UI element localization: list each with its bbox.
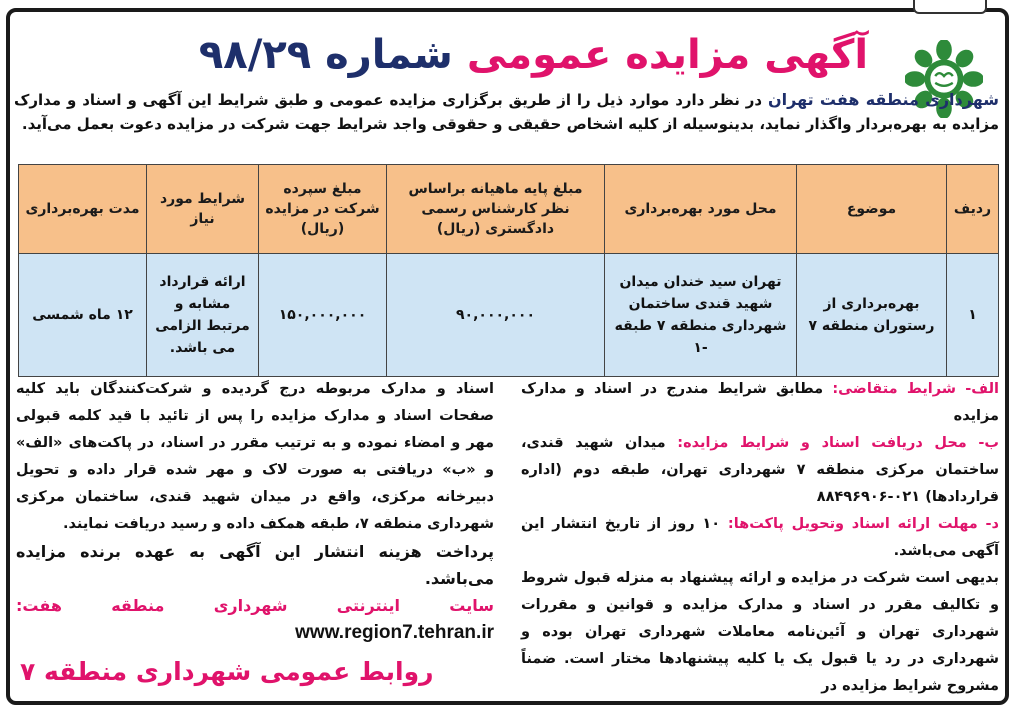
ad-title — [170, 30, 897, 80]
cell-deposit: ۱۵۰,۰۰۰,۰۰۰ — [259, 254, 387, 377]
header-deposit: مبلغ سپرده شرکت در مزایده (ریال) — [259, 165, 387, 254]
condition-a-text: مطابق شرایط مندرج در اسناد و مدارک مزایده — [521, 381, 999, 424]
condition-b-text: میدان شهید قندی، ساختمان مرکزی منطقه ۷ شهرداری تهران، طبقه دوم (اداره قراردادها) ۰۲۱-۸۸۴۹۶۹۰۶ — [521, 435, 1000, 505]
auction-table — [18, 164, 999, 377]
header-requirements: شرایط مورد نیاز — [147, 165, 259, 254]
header-base-price: مبلغ پایه ماهیانه براساس نظر کارشناس رسمی دادگستری (ریال) — [387, 165, 605, 254]
payment-note: پرداخت هزینه انتشار این آگهی به عهده برنده مزایده می‌باشد. — [16, 542, 494, 588]
intro-paragraph — [14, 88, 999, 136]
corner-tab — [913, 0, 987, 14]
condition-b-label: ب- محل دریافت اسناد و شرایط مزایده: — [677, 435, 1000, 451]
condition-d-text: ۱۰ روز از تاریخ انتشار این آگهی می‌باشد. — [521, 516, 999, 559]
header-duration: مدت بهره‌برداری — [19, 165, 147, 254]
title-number: شماره ۹۸/۲۹ — [198, 32, 453, 78]
cell-requirements: ارائه قرارداد مشابه و مرتبط الزامی می باشد. — [147, 254, 259, 377]
cell-location: تهران سید خندان میدان شهید قندی ساختمان شهرداری منطقه ۷ طبقه -۱ — [605, 254, 797, 377]
condition-d — [521, 511, 999, 565]
cell-base-price: ۹۰,۰۰۰,۰۰۰ — [387, 254, 605, 377]
intro-text: در نظر دارد موارد ذیل را از طریق برگزاری مزایده عمومی و طبق شرایط این آگهی و اسناد و مدارک مزایده به بهره‌بردار واگذار نماید، بدینوسیله از کلیه اشخاص حقیقی و حقوقی واجد شرایط جهت شرکت در مزایده دعوت بعمل می‌آید. — [14, 91, 999, 133]
table-row — [19, 254, 999, 377]
condition-d-label: د- مهلت ارائه اسناد وتحویل پاکت‌ها: — [727, 516, 999, 532]
website-line — [16, 592, 494, 646]
intro-org: شهرداری منطقه هفت تهران — [768, 90, 1000, 109]
title-main: آگهی مزایده عمومی — [466, 32, 869, 78]
website-url: www.region7.tehran.ir — [295, 622, 494, 643]
condition-a-label: الف- شرایط متقاضی: — [832, 381, 999, 397]
cell-row-number: ۱ — [947, 254, 999, 377]
general-terms-continued: اسناد و مدارک مربوطه درج گردیده و شرکت‌کنندگان باید کلیه صفحات اسناد و مدارک مزایده را پس از تائید با قید کلمه قبولی مهر و امضاء نموده و به ترتیب مقرر در اسناد، در پاکت‌های «الف» و «ب» دریافتی به صورت لاک و مهر شده قرار داده و تحویل دبیرخانه مرکزی، واقع در میدان شهید قندی، ساختمان مرکزی شهرداری منطقه ۷، طبقه همکف داده و رسید دریافت نمایند. — [16, 381, 494, 532]
conditions-left-column — [16, 376, 494, 646]
general-terms: بدیهی است شرکت در مزایده و ارائه پیشنهاد به منزله قبول شروط و تکالیف مقرر در اسناد و مدارک مزایده و قوانین و مقررات شهرداری تهران و آئین‌نامه معاملات شهرداری تهران بوده و شهرداری در رد یا قبول یک یا کلیه پیشنهادها مختار است. ضمناً مشروح شرایط مزایده در — [521, 570, 999, 694]
table-header-row — [19, 165, 999, 254]
header-row-number: ردیف — [947, 165, 999, 254]
cell-subject: بهره‌برداری از رستوران منطقه ۷ — [797, 254, 947, 377]
public-relations-signature: روابط عمومی شهرداری منطقه ۷ — [20, 657, 434, 686]
header-location: محل مورد بهره‌برداری — [605, 165, 797, 254]
header-subject: موضوع — [797, 165, 947, 254]
website-label: سایت اینترنتی شهرداری منطقه هفت: — [16, 596, 494, 615]
conditions-right-column — [521, 376, 999, 700]
condition-a — [521, 376, 999, 430]
cell-duration: ۱۲ ماه شمسی — [19, 254, 147, 377]
condition-b — [521, 430, 999, 511]
